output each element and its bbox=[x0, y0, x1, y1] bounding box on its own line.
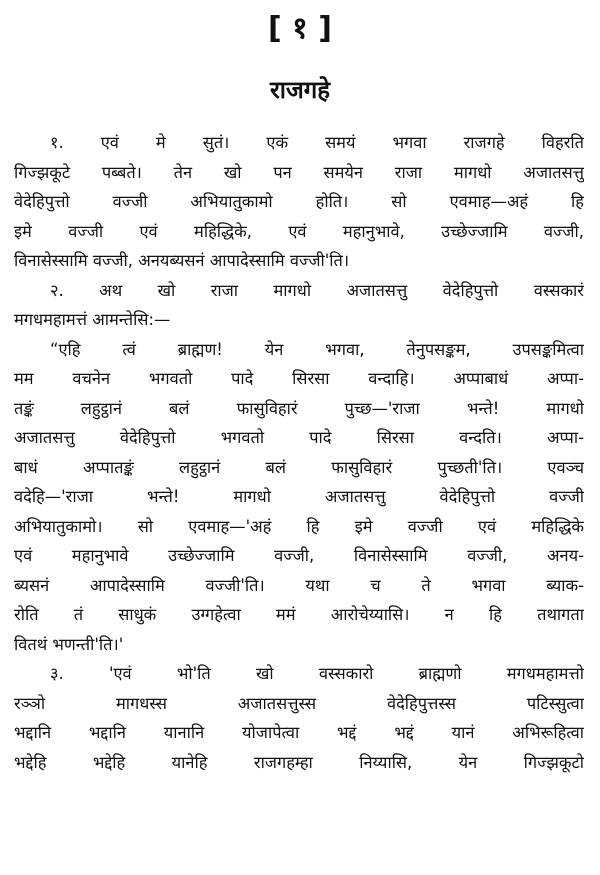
text-line: वितथं भणन्ती'ति।' bbox=[14, 634, 124, 654]
text-line: रोति तं साधुकं उग्गहेत्वा ममं आरोचेय्यासि। न हि तथागता bbox=[14, 605, 584, 624]
text-line: इमे वज्जी एवं महिद्धिके, एवं महानुभावे, उच्छेज्जामि वज्जी, bbox=[14, 221, 584, 241]
text-line: “एहि त्वं ब्राह्मण! येन भगवा, तेनुपसङ्कम, उपसङ्कमित्वा bbox=[50, 339, 584, 359]
text-line: २. अथ खो राजा मागधो अजातसत्तु वेदेहिपुत्तो वस्सकारं bbox=[50, 280, 584, 300]
text-line: ब्यसनं आपादेस्सामि वज्जी'ति। यथा च ते भगवा ब्याक- bbox=[14, 575, 584, 595]
chapter-title: राजगहे bbox=[269, 76, 331, 104]
text-line: भद्देहि भद्देहि यानेहि राजगहम्हा निय्यासि, येन गिज्झकूटो bbox=[14, 752, 584, 772]
text-line: अभियातुकामो। सो एवमाह—'अहं हि इमे वज्जी एवं महिद्धिके bbox=[14, 516, 584, 536]
text-line: रञ्ञो मागधस्स अजातसत्तुस्स वेदेहिपुत्तस्स पटिस्सुत्वा bbox=[14, 693, 584, 713]
text-line: वेदेहिपुत्तो वज्जी अभियातुकामो होति। सो एवमाह—अहं हि bbox=[14, 192, 584, 211]
text-line: मम वचनेन भगवतो पादे सिरसा वन्दाहि। अप्पाबाधं अप्पा- bbox=[14, 369, 584, 388]
body-text bbox=[14, 128, 584, 777]
text-line: वदेहि—'राजा भन्ते! मागधो अजातसत्तु वेदेहिपुत्तो वज्जी bbox=[14, 487, 584, 506]
page-number: [ १ ] bbox=[268, 11, 332, 46]
text-line: १. एवं मे सुतं। एकं समयं भगवा राजगहे विहरति bbox=[50, 133, 584, 152]
text-line: विनासेस्सामि वज्जी, अनयब्यसनं आपादेस्सामि वज्जी'ति। bbox=[14, 251, 350, 270]
text-line: भद्दानि भद्दानि यानानि योजापेत्वा भद्दं भद्दं यानं अभिरूहित्वा bbox=[14, 723, 584, 742]
text-line: अजातसत्तु वेदेहिपुत्तो भगवतो पादे सिरसा वन्दति। अप्पा- bbox=[14, 428, 584, 447]
text-line: बाधं अप्पातङ्कं लहुट्ठानं बलं फासुविहारं पुच्छती'ति। एवञ्च bbox=[14, 457, 584, 477]
text-line: एवं महानुभावे उच्छेज्जामि वज्जी, विनासेस्सामि वज्जी, अनय- bbox=[14, 546, 584, 565]
text-line: तङ्कं लहुट्ठानं बलं फासुविहारं पुच्छ—'राजा भन्ते! मागधो bbox=[14, 398, 584, 418]
text-line: गिज्झकूटे पब्बते। तेन खो पन समयेन राजा मागधो अजातसत्तु bbox=[14, 162, 584, 182]
text-line: मगधमहामत्तं आमन्तेसि:— bbox=[14, 310, 171, 329]
text-line: ३. 'एवं भो'ति खो वस्सकारो ब्राह्मणो मगधमहामत्तो bbox=[50, 664, 584, 683]
